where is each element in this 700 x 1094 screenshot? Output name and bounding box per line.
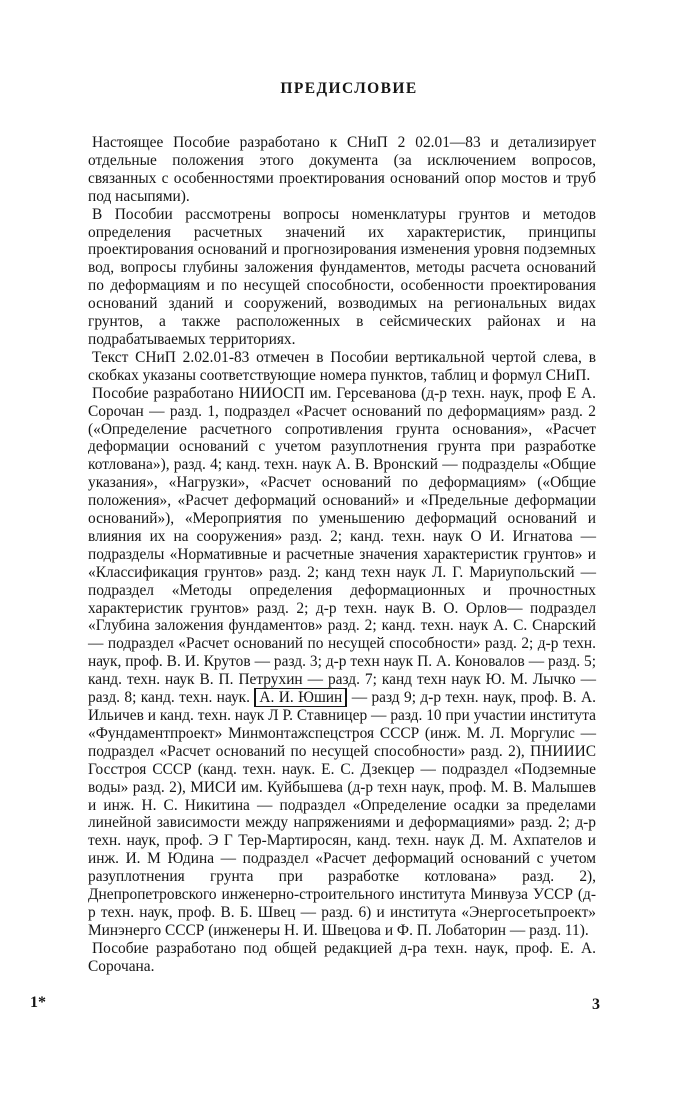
page-body xyxy=(88,80,596,976)
signature-mark: 1* xyxy=(30,994,46,1011)
page-number: 3 xyxy=(592,996,600,1013)
authors-text-part-1: Пособие разработано НИИОСП им. Герсеванова (д-р техн. наук, проф Е А. Сорочан — разд. 1, подраздел «Расчет оснований по деформациям» разд. 2 («Определение расчетного сопротивления грунта основания», «Расчет деформации оснований с учетом разуплотнения грунта при разработке котлована»), разд. 4; канд. техн. наук А. В. Вронский — подразделы «Общие указания», «Нагрузки», «Расчет оснований по деформациям» («Общие положения», «Расчет деформаций оснований» и «Предельные деформации оснований»), «Мероприятия по уменьшению деформаций оснований и влияния их на сооружения» разд. 2; канд. техн. наук О И. Игнатова — подразделы «Нормативные и расчетные значения характеристик грунтов» и «Классификация грунтов» разд. 2; канд техн наук Л. Г. Мариупольский — подраздел «Методы определения деформационных и прочностных характеристик грунтов» разд. 2; д-р техн. наук В. О. Орлов— подраздел «Глубина заложения фундаментов» разд. 2; канд. техн. наук А. С. Снарский — подраздел «Расчет оснований по несущей способности» разд. 2; д-р техн. наук, проф. В. И. Крутов — разд. 3; д-р техн наук П. А. Коновалов — разд. 5; канд. техн. наук В. П. Петрухин — разд. 7; канд техн наук Ю. М. Лычко — разд. 8; канд. техн. наук. xyxy=(88,384,596,707)
boxed-author-name: А. И. Юшин xyxy=(254,688,347,707)
paragraph-authors xyxy=(88,385,596,940)
paragraph-notation: Текст СНиП 2.02.01-83 отмечен в Пособии вертикальной чертой слева, в скобках указаны соответствующие номера пунктов, таблиц и формул СНиП. xyxy=(88,348,596,384)
paragraph-scope: Настоящее Пособие разработано к СНиП 2 02.01—83 и детализирует отдельные положения этого документа (за исключением вопросов, связанных с особенностями проектирования оснований опор мостов и труб под насыпями). xyxy=(88,134,596,205)
page-title: ПРЕДИСЛОВИЕ xyxy=(280,80,418,97)
paragraph-editor: Пособие разработано под общей редакцией д-ра техн. наук, проф. Е. А. Сорочана. xyxy=(88,939,596,975)
paragraph-topics: В Пособии рассмотрены вопросы номенклатуры грунтов и методов определения расчетных значений их характеристик, принципы проектирования оснований и прогнозирования изменения уровня подземных вод, вопросы глубины заложения фундаментов, методы расчета оснований по деформациям и по несущей способности, особенности проектирования оснований зданий и сооружений, возводимых на региональных видах грунтов, а также расположенных в сейсмических районах и на подрабатываемых территориях. xyxy=(88,205,596,348)
authors-text-part-2: — разд 9; д-р техн. наук, проф. В. А. Ильичев и канд. техн. наук Л Р. Ставницер — разд. 10 при участии института «Фундаментпроект» Минмонтажспецстроя СССР (инж. М. Л. Моргулис — подраздел «Расчет оснований по несущей способности» разд. 2), ПНИИИС Госстроя СССР (канд. техн. наук. Е. С. Дзекцер — подраздел «Подземные воды» разд. 2), МИСИ им. Куйбышева (д-р техн наук, проф. М. В. Малышев и инж. Н. С. Никитина — подраздел «Определение осадки за пределами линейной зависимости между напряжениями и деформациями» разд. 2; д-р техн. наук, проф. Э Г Тер-Мартиросян, канд. техн. наук Д. М. Ахпателов и инж. И. М Юдина — подраздел «Расчет деформаций оснований с учетом разуплотнения грунта при разработке котлована» разд. 2), Днепропетровского инженерно-строительного института Минвуза УССР (д-р техн. наук, проф. В. Б. Швец — разд. 6) и института «Энергосетьпроект» Минэнерго СССР (инженеры Н. И. Швецова и Ф. П. Лобаторин — разд. 11). xyxy=(88,689,596,939)
